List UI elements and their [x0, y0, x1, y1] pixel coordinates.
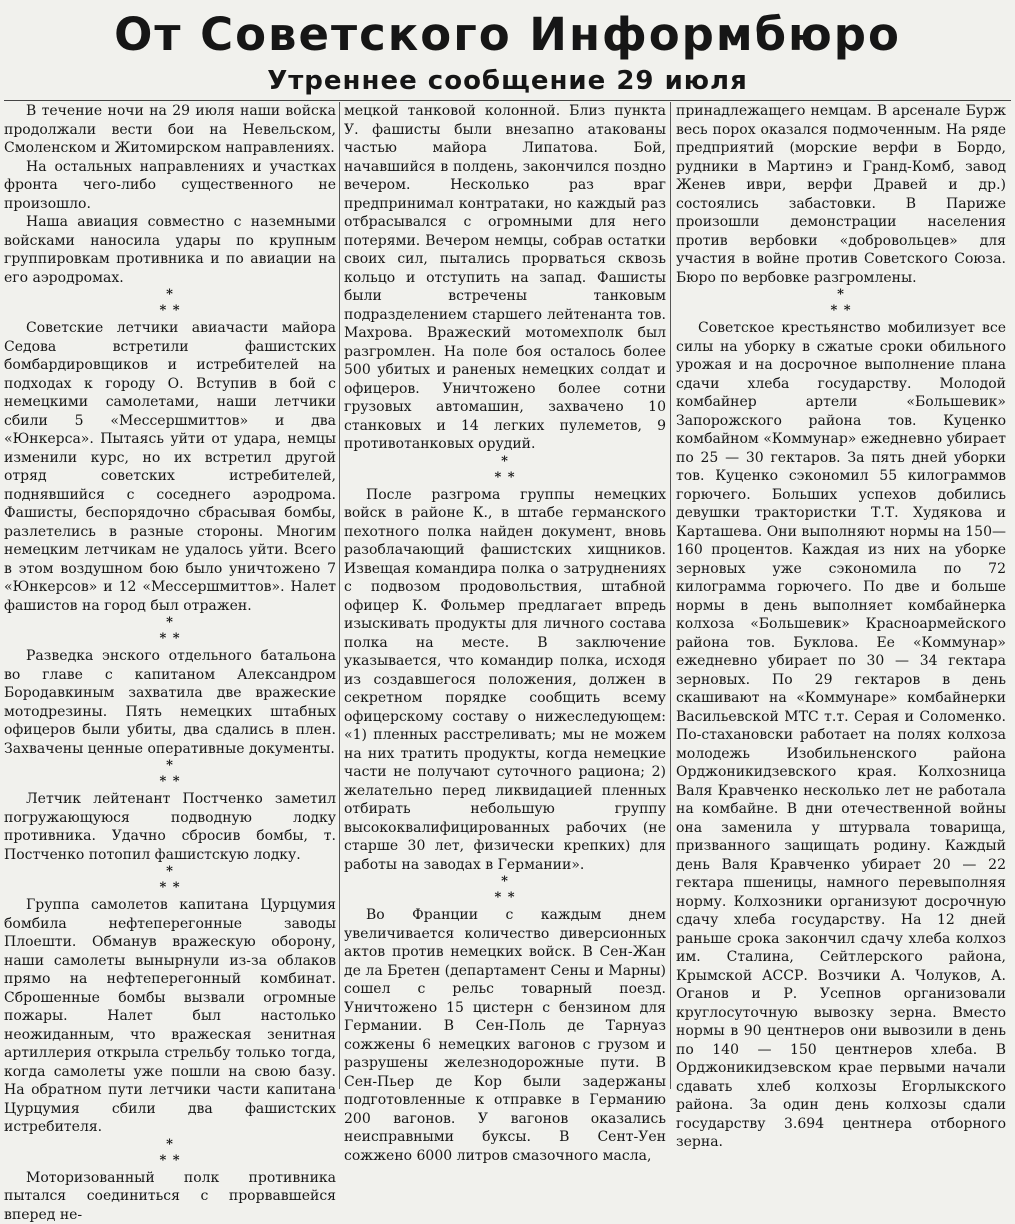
- section-separator: * * *: [344, 874, 666, 906]
- news-paragraph: Разведка энского отдельного батальона во главе с капитаном Александром Бородавкиным захватила две вражеские мотодрезины. Пять немецких штабных офицеров были убиты, два сдались в плен. Захвачены ценные оперативные документы.: [4, 647, 336, 758]
- column-divider: [670, 102, 671, 1089]
- news-paragraph: Группа самолетов капитана Цурцумия бомбила нефтеперегонные заводы Плоешти. Обманув вражескую оборону, наши самолеты вынырнули из-за облаков прямо на нефтеперегонный комбинат. Сброшенные бомбы вызвали огромные пожары. Налет был настолько неожиданным, что вражеская зенитная артиллерия открыла стрельбу только тогда, когда самолеты уже пошли на свою базу. На обратном пути летчики части капитана Цурцумия сбили два фашистских истребителя.: [4, 896, 336, 1137]
- section-separator: * * *: [4, 758, 336, 790]
- continued-paragraph: мецкой танковой колонной. Близ пункта У. фашисты были внезапно атакованы частью майора Липатова. Бой, начавшийся в полдень, закончился поздно вечером. Несколько раз враг предпринимал контратаки, но каждый раз отбрасывался с огромными для него потерями. Вечером немцы, собрав остатки своих сил, пытались прорваться сквозь кольцо и отступить на запад. Фашисты были встречены танковым подразделением старшего лейтенанта тов. Махрова. Вражеский мотомехполк был разгромлен. На поле боя осталось более 500 убитых и раненых немецких солдат и офицеров. Уничтожено более сотни грузовых автомашин, захвачено 10 станковых и 14 легких пулеметов, 9 противотанковых орудий.: [344, 102, 666, 454]
- news-paragraph: Моторизованный полк противника пытался соединиться с прорвавшейся вперед не-: [4, 1169, 336, 1224]
- page-subheadline: Утреннее сообщение 29 июля: [0, 64, 1015, 98]
- column-1: [4, 102, 336, 1089]
- news-paragraph: На остальных направлениях и участках фронта чего-либо существенного не произошло.: [4, 158, 336, 214]
- news-paragraph: В течение ночи на 29 июля наши войска продолжали вести бои на Невельском, Смоленском и Житомирском направлениях.: [4, 102, 336, 158]
- section-separator: * * *: [4, 1137, 336, 1169]
- news-paragraph: Во Франции с каждым днем увеличивается количество диверсионных актов против немецких войск. В Сен-Жан де ла Бретен (департамент Сены и Марны) сошел с рельс товарный поезд. Уничтожено 15 цистерн с бензином для Германии. В Сен-Поль де Тарнуаз сожжены 6 немецких вагонов с грузом и разрушены железнодорожные пути. В Сен-Пьер де Кор были задержаны подготовленные к отправке в Германию 200 вагонов. У вагонов оказались неисправными буксы. В Сент-Уен сожжено 6000 литров смазочного масла,: [344, 906, 666, 1165]
- column-3: [676, 102, 1006, 1089]
- news-paragraph: Советские летчики авиачасти майора Седова встретили фашистских бомбардировщиков и истребителей на подходах к городу О. Вступив в бой с немецкими самолетами, наши летчики сбили 5 «Мессершмиттов» и два «Юнкерса». Пытаясь уйти от удара, немцы изменили курс, но их встретил другой отряд советских истребителей, поднявшийся с соседнего аэродрома. Фашисты, беспорядочно сбрасывая бомбы, разлетелись в разные стороны. Многим немецким летчикам не удалось уйти. Всего в этом воздушном бою было уничтожено 7 «Юнкерсов» и 12 «Мессершмиттов». Налет фашистов на город был отражен.: [4, 319, 336, 615]
- news-paragraph: Наша авиация совместно с наземными войсками наносила удары по крупным группировкам противника и по авиации на его аэродромах.: [4, 213, 336, 287]
- continued-paragraph: принадлежащего немцам. В арсенале Бурж весь порох оказался подмоченным. На ряде предприятий (морские верфи в Бордо, рудники в Мартинэ и Гранд-Комб, завод Женев иври, верфи Дравей и др.) состоялись забастовки. В Париже произошли демонстрации населения против вербовки «добровольцев» для участия в войне против Советского Союза. Бюро по вербовке разгромлены.: [676, 102, 1006, 287]
- section-separator: * * *: [676, 287, 1006, 319]
- column-divider: [339, 102, 340, 1089]
- news-paragraph: После разгрома группы немецких войск в районе К., в штабе германского пехотного полка найден документ, вновь разоблачающий фашистских хищников. Извещая командира полка о затруднениях с подвозом продовольствия, штабной офицер К. Фольмер предлагает впредь изыскивать продукты для личного состава полка на месте. В заключение указывается, что командир полка, исходя из создавшегося положения, должен в секретном порядке сообщить всему офицерскому составу о нижеследующем: «1) пленных расстреливать; мы не можем на них тратить продукты, когда немецкие части не получают суточного рациона; 2) желательно перед ликвидацией пленных отбирать небольшую группу высококвалифицированных рабочих (не старше 30 лет, физически крепких) для работы на заводах в Германии».: [344, 486, 666, 875]
- section-separator: * * *: [4, 864, 336, 896]
- news-paragraph: Летчик лейтенант Постченко заметил погружающуюся подводную лодку противника. Удачно сбросив бомбы, т. Постченко потопил фашистскую лодку.: [4, 790, 336, 864]
- section-separator: * * *: [344, 454, 666, 486]
- section-separator: * * *: [4, 287, 336, 319]
- news-paragraph: Советское крестьянство мобилизует все силы на уборку в сжатые сроки обильного урожая и на досрочное выполнение плана сдачи хлеба государству. Молодой комбайнер артели «Большевик» Запорожского района тов. Куценко комбайном «Коммунар» ежедневно убирает по 25 — 30 гектаров. За пять дней уборки тов. Куценко сэкономил 55 килограммов горючего. Больших успехов добились девушки трактористки Т.Т. Худякова и Карташева. Они выполняют нормы на 150—160 процентов. Каждая из них на уборке зерновых уже сэкономила по 72 килограмма горючего. По две и больше нормы в день выполняет комбайнерка колхоза «Большевик» Красноармейского района тов. Буклова. Ее «Коммунар» ежедневно убирает по 30 — 34 гектара зерновых. По 29 гектаров в день скашивают на «Коммунаре» комбайнерки Васильевской МТС т.т. Серая и Соломенко. По-стахановски работает на полях колхоза молодежь Изобильненского района Орджоникидзевского края. Колхозница Валя Кравченко несколько лет не работала на комбайне. В дни отечественной войны она заменила у штурвала товарища, призванного защищать родину. Каждый день Валя Кравченко убирает 20 — 22 гектара пшеницы, намного перевыполняя норму. Колхозники организуют досрочную сдачу хлеба государству. На 12 дней раньше срока закончил сдачу хлеба колхоз им. Сталина, Сейтлерского района, Крымской АССР. Возчики А. Чолуков, А. Оганов и Р. Усепнов организовали круглосуточную вывозку зерна. Вместо нормы в 90 центнеров они вывозили в день по 140 — 150 центнеров хлеба. В Орджоникидзевском крае первыми начали сдавать хлеб колхозы Егорлыкского района. За один день колхозы сдали государству 3.694 центнера отборного зерна.: [676, 319, 1006, 1152]
- column-2: [344, 102, 666, 1089]
- section-separator: * * *: [4, 615, 336, 647]
- page-headline: От Советского Информбюро: [0, 4, 1015, 66]
- header-rule: [4, 100, 1011, 101]
